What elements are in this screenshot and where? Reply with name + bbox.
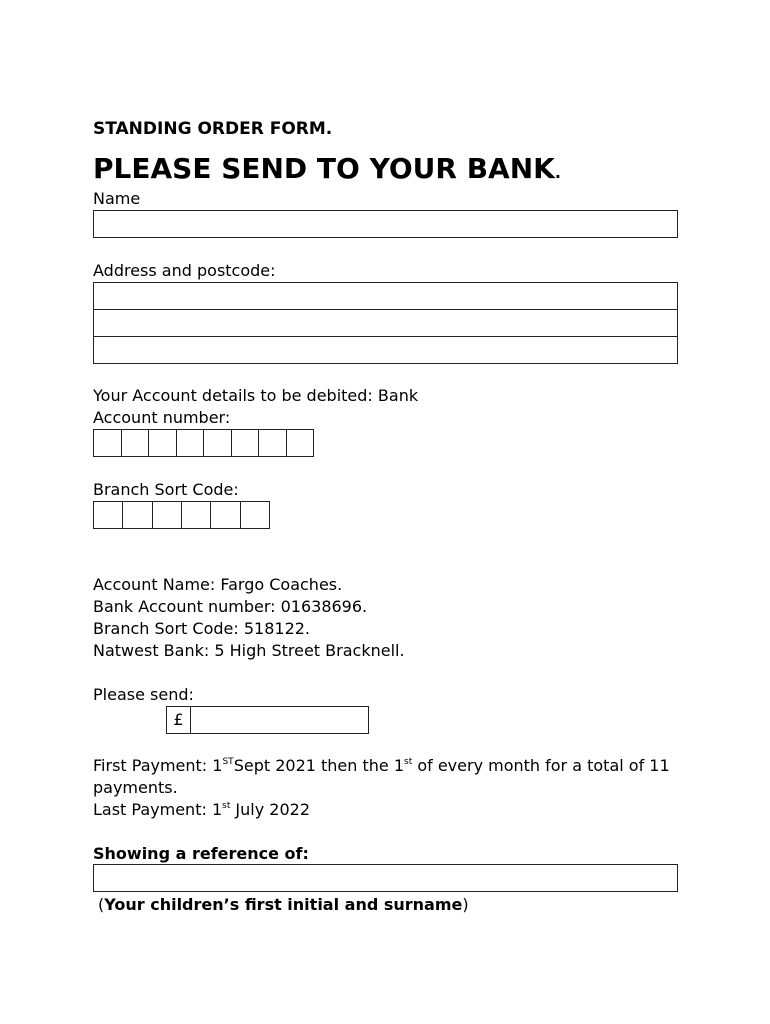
sort-code-box[interactable] — [153, 502, 182, 528]
name-field[interactable] — [93, 210, 678, 238]
account-number-label: Account number: — [93, 408, 231, 427]
account-details-label: Your Account details to be debited: Bank — [93, 386, 419, 405]
last-payment-rest: July 2022 — [230, 800, 311, 819]
currency-symbol: £ — [166, 706, 191, 734]
account-number-box[interactable] — [177, 430, 205, 456]
sort-code-box[interactable] — [123, 502, 152, 528]
first-payment-prefix: First Payment: 1 — [93, 756, 223, 775]
account-number-box[interactable] — [149, 430, 177, 456]
reference-field[interactable] — [93, 864, 678, 892]
address-label: Address and postcode: — [93, 261, 276, 280]
name-label: Name — [93, 189, 141, 208]
page-title-suffix: . — [554, 163, 561, 182]
first-payment-mid: Sept 2021 then the 1 — [233, 756, 405, 775]
form-subtitle: STANDING ORDER FORM. — [93, 119, 333, 139]
reference-note-close: ) — [462, 895, 469, 914]
sort-code-boxes[interactable] — [93, 501, 270, 529]
payee-account-number: Bank Account number: 01638696. — [93, 597, 368, 616]
account-number-box[interactable] — [232, 430, 260, 456]
address-line-2-field[interactable] — [93, 309, 678, 337]
sort-code-label: Branch Sort Code: — [93, 480, 239, 499]
page-title-text: PLEASE SEND TO YOUR BANK — [93, 152, 555, 185]
reference-note — [98, 894, 469, 916]
first-payment-text — [93, 755, 670, 777]
address-line-3-field[interactable] — [93, 336, 678, 364]
sort-code-box[interactable] — [182, 502, 211, 528]
first-payment-rest: of every month for a total of 11 — [412, 756, 670, 775]
sort-code-box[interactable] — [94, 502, 123, 528]
first-payment-sup2: st — [404, 757, 413, 767]
account-number-box[interactable] — [204, 430, 232, 456]
last-payment-text — [93, 799, 310, 821]
account-number-boxes[interactable] — [93, 429, 314, 457]
page-title — [93, 151, 561, 191]
account-number-box[interactable] — [122, 430, 150, 456]
payee-bank: Natwest Bank: 5 High Street Bracknell. — [93, 641, 405, 660]
please-send-label: Please send: — [93, 685, 194, 704]
account-number-box[interactable] — [259, 430, 287, 456]
sort-code-box[interactable] — [241, 502, 269, 528]
payee-account-name: Account Name: Fargo Coaches. — [93, 575, 343, 594]
first-payment-sup: ST — [222, 757, 234, 767]
account-number-box[interactable] — [287, 430, 314, 456]
address-line-1-field[interactable] — [93, 282, 678, 310]
amount-field[interactable] — [190, 706, 369, 734]
reference-note-open: ( — [98, 895, 105, 914]
reference-note-bold: Your children’s first initial and surname — [104, 895, 463, 914]
last-payment-prefix: Last Payment: 1 — [93, 800, 223, 819]
payee-sort-code: Branch Sort Code: 518122. — [93, 619, 311, 638]
sort-code-box[interactable] — [211, 502, 240, 528]
first-payment-line2: payments. — [93, 778, 178, 797]
reference-label: Showing a reference of: — [93, 844, 309, 863]
account-number-box[interactable] — [94, 430, 122, 456]
last-payment-sup: st — [222, 801, 231, 811]
